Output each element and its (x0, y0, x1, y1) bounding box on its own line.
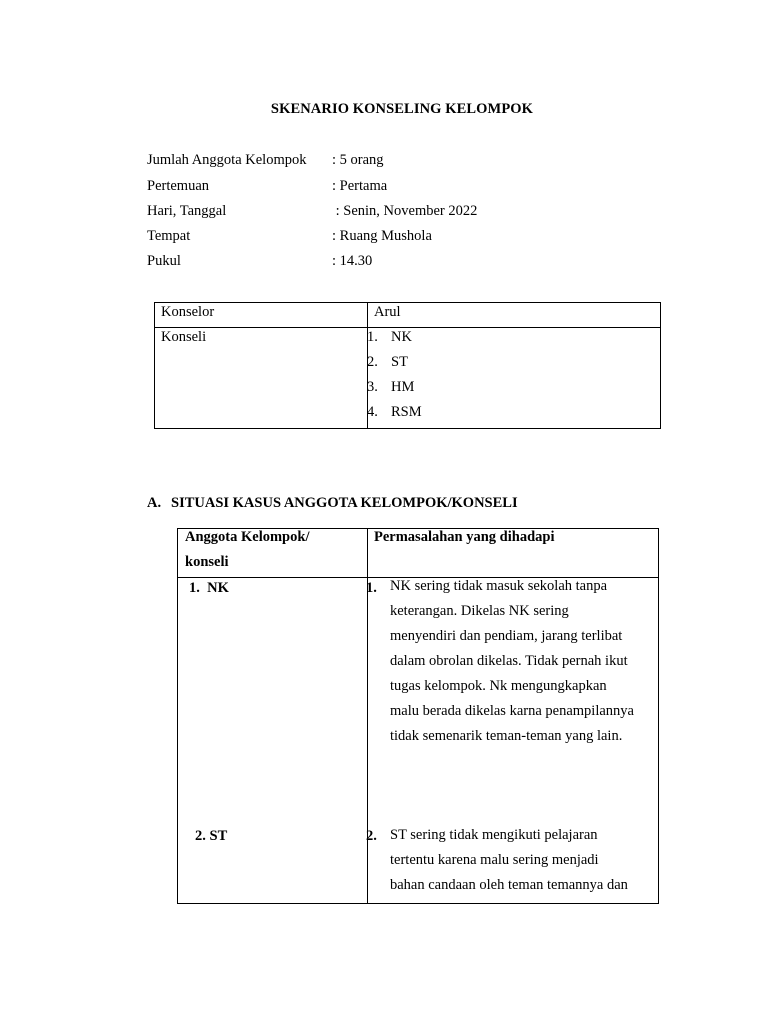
konseli-item-name: RSM (391, 404, 422, 420)
info-value-pukul: : 14.30 (332, 253, 373, 269)
konseli-item-num: 3. (367, 379, 378, 395)
info-value-tempat: : Ruang Mushola (332, 228, 432, 244)
case-row-line: malu berada dikelas karna penampilannya (390, 703, 634, 719)
case-row-description (390, 574, 651, 749)
info-label-hari: Hari, Tanggal (147, 203, 227, 219)
info-label-tempat: Tempat (147, 228, 191, 244)
konselor-label: Konselor (161, 304, 215, 320)
case-row-line: ST sering tidak mengikuti pelajaran (390, 827, 598, 843)
case-row-line: bahan candaan oleh teman temannya dan (390, 877, 628, 893)
konseli-item-num: 1. (367, 329, 378, 345)
roles-table-row-divider (154, 327, 661, 328)
case-table (177, 528, 659, 904)
info-label-pertemuan: Pertemuan (147, 178, 210, 194)
case-row-num: 1. (366, 580, 377, 596)
case-row-line: dalam obrolan dikelas. Tidak pernah ikut (390, 653, 628, 669)
case-row-member: 1. NK (189, 580, 229, 596)
roles-table (154, 302, 661, 429)
document-title: SKENARIO KONSELING KELOMPOK (270, 101, 534, 117)
case-header-member-line1: Anggota Kelompok/ (185, 529, 310, 545)
konseli-item-num: 2. (367, 354, 378, 370)
konseli-item-name: NK (391, 329, 412, 345)
konseli-label: Konseli (161, 329, 207, 345)
case-row-line: tugas kelompok. Nk mengungkapkan (390, 678, 607, 694)
case-row-line: tidak semenarik teman-teman yang lain. (390, 728, 623, 744)
section-a-letter: A. (147, 495, 162, 511)
konseli-item-name: ST (391, 354, 408, 370)
case-row-line: keterangan. Dikelas NK sering (390, 603, 569, 619)
info-value-jumlah: : 5 orang (332, 152, 384, 168)
case-row-line: menyendiri dan pendiam, jarang terlibat (390, 628, 623, 644)
case-row-num: 2. (366, 828, 377, 844)
case-header-problem: Permasalahan yang dihadapi (374, 529, 555, 545)
case-header-member-line2: konseli (185, 554, 229, 570)
case-row-line: tertentu karena malu sering menjadi (390, 852, 599, 868)
section-a-title: SITUASI KASUS ANGGOTA KELOMPOK/KONSELI (171, 495, 518, 511)
konseli-item-num: 4. (367, 404, 378, 420)
info-value-pertemuan: : Pertama (332, 178, 388, 194)
case-row-description (390, 823, 651, 898)
case-row-line: NK sering tidak masuk sekolah tanpa (390, 578, 608, 594)
case-row-member: 2. ST (195, 828, 228, 844)
info-label-pukul: Pukul (147, 253, 181, 269)
konselor-value: Arul (374, 304, 401, 320)
konseli-item-name: HM (391, 379, 415, 395)
info-value-hari: : Senin, November 2022 (332, 203, 478, 219)
info-label-jumlah: Jumlah Anggota Kelompok (147, 152, 307, 168)
section-a-heading (147, 495, 518, 512)
